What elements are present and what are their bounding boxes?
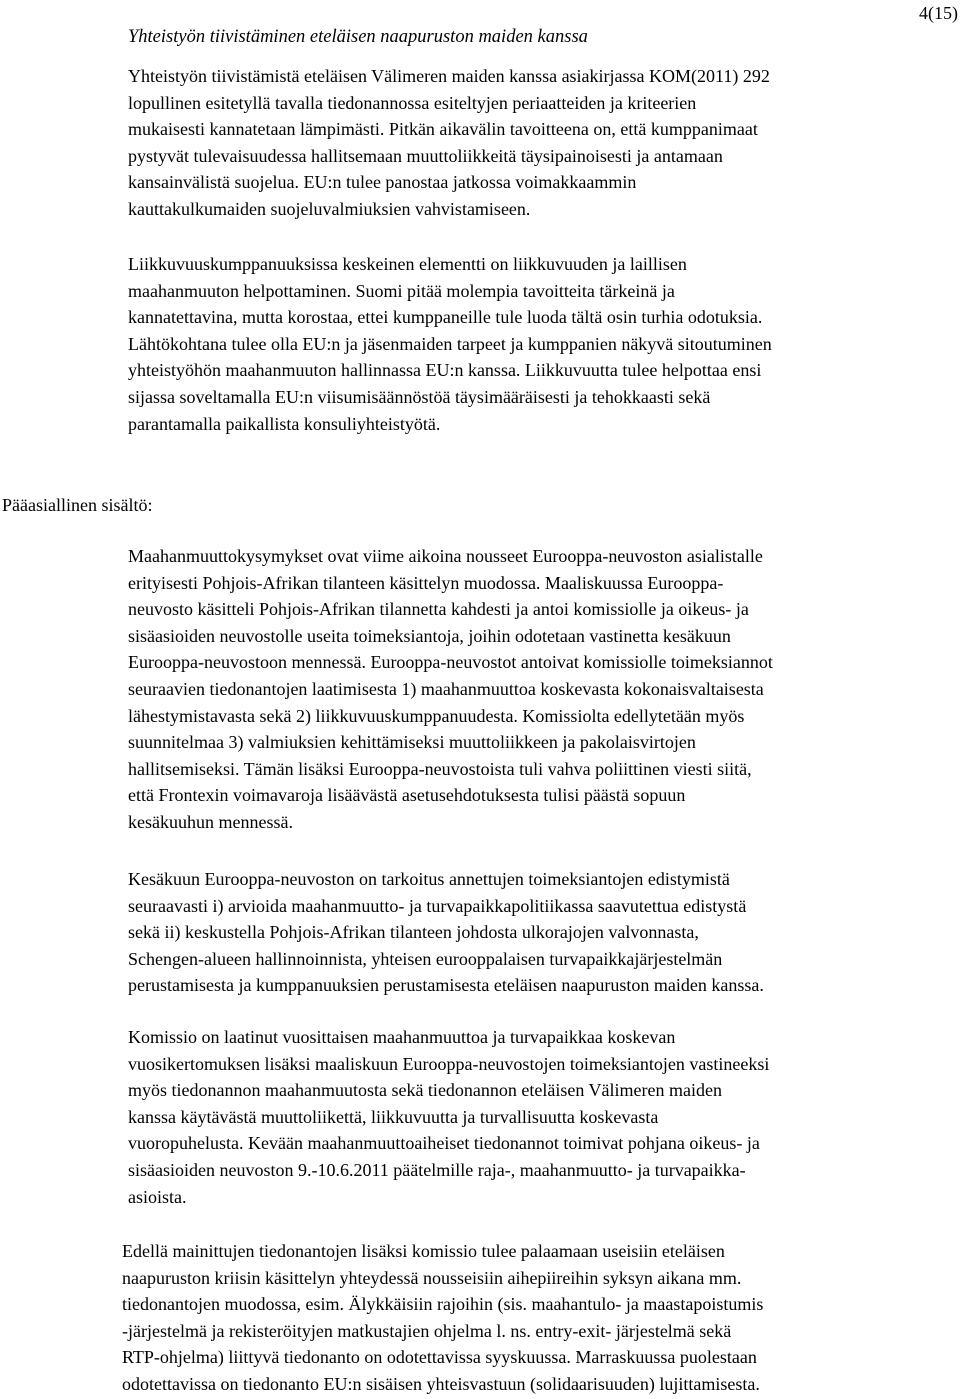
paragraph-line: maahanmuuton helpottaminen. Suomi pitää molempia tavoitteita tärkeinä ja bbox=[128, 280, 675, 301]
paragraph-line: mukaisesti kannatetaan lämpimästi. Pitkän aikavälin tavoitteena on, että kumppanimaat bbox=[128, 119, 758, 140]
paragraph-line: perustamisesta ja kumppanuuksien perustamisesta eteläisen naapuruston maiden kanssa. bbox=[128, 975, 764, 996]
section-heading: Yhteistyön tiivistäminen eteläisen naapuruston maiden kanssa bbox=[128, 27, 588, 47]
paragraph-line: vuosikertomuksen lisäksi maaliskuun Eurooppa-neuvostojen toimeksiantojen vastineeksi bbox=[128, 1053, 770, 1074]
paragraph-line: Komissio on laatinut vuosittaisen maahanmuuttoa ja turvapaikkaa koskevan bbox=[128, 1027, 676, 1047]
paragraph-1 bbox=[128, 63, 958, 223]
page-number: 4(15) bbox=[919, 3, 958, 23]
paragraph-line: tiedonantojen muodossa, esim. Älykkäisiin rajoihin (sis. maahantulo- ja maastapoistumis bbox=[122, 1294, 764, 1315]
paragraph-line: kannatettavina, mutta korostaa, ettei kumppaneille tule luoda tältä osin turhia odotuksia. bbox=[128, 307, 763, 328]
paragraph-6 bbox=[122, 1238, 952, 1398]
paragraph-line: kansainvälistä suojelua. EU:n tulee panostaa jatkossa voimakkaammin bbox=[128, 172, 637, 193]
paragraph-3 bbox=[128, 543, 958, 836]
paragraph-line: asioista. bbox=[128, 1186, 187, 1207]
paragraph-line: parantamalla paikallista konsuliyhteistyötä. bbox=[128, 413, 441, 434]
paragraph-line: seuraavasti i) arvioida maahanmuutto- ja turvapaikkapolitiikassa saavutettua edistystä bbox=[128, 895, 747, 916]
paragraph-line: Liikkuvuuskumppanuuksissa keskeinen elementti on liikkuvuuden ja laillisen bbox=[128, 254, 687, 274]
paragraph-line: -järjestelmä ja rekisteröityjen matkustajien ohjelma l. ns. entry-exit- järjestelmä sekä bbox=[122, 1320, 732, 1341]
main-content-label: Pääasiallinen sisältö: bbox=[2, 495, 153, 515]
paragraph-line: myös tiedonannon maahanmuutosta sekä tiedonannon eteläisen Välimeren maiden bbox=[128, 1080, 722, 1101]
paragraph-line: vuoropuhelusta. Kevään maahanmuuttoaiheiset tiedonannot toimivat pohjana oikeus- ja bbox=[128, 1133, 760, 1154]
paragraph-line: Schengen-alueen hallinnoinnista, yhteisen eurooppalaisen turvapaikkajärjestelmän bbox=[128, 948, 723, 969]
paragraph-line: Eurooppa-neuvostoon mennessä. Eurooppa-neuvostot antoivat komissiolle toimeksiannot bbox=[128, 652, 773, 673]
paragraph-line: Yhteistyön tiivistämistä eteläisen Välimeren maiden kanssa asiakirjassa KOM(2011) 292 bbox=[128, 66, 770, 86]
paragraph-line: kanssa käytävästä muuttoliikettä, liikkuvuutta ja turvallisuutta koskevasta bbox=[128, 1106, 659, 1127]
paragraph-line: seuraavien tiedonantojen laatimisesta 1) maahanmuuttoa koskevasta kokonaisvaltaisesta bbox=[128, 678, 764, 699]
paragraph-line: sisäasioiden neuvostolle useita toimeksiantoja, joihin odotetaan vastinetta kesäkuun bbox=[128, 625, 731, 646]
paragraph-line: suunnitelmaa 3) valmiuksien kehittämiseksi muuttoliikkeen ja pakolaisvirtojen bbox=[128, 732, 696, 753]
paragraph-line: erityisesti Pohjois-Afrikan tilanteen käsittelyn muodossa. Maaliskuussa Eurooppa- bbox=[128, 572, 724, 593]
paragraph-line: sijassa soveltamalla EU:n viisumisäännöstöä täysimääräisesti ja tehokkaasti sekä bbox=[128, 386, 711, 407]
paragraph-line: naapuruston kriisin käsittelyn yhteydessä nousseisiin aihepiireihin syksyn aikana mm. bbox=[122, 1267, 742, 1288]
paragraph-line: RTP-ohjelma) liittyvä tiedonanto on odotettavissa syyskuussa. Marraskuussa puolestaan bbox=[122, 1347, 757, 1368]
paragraph-line: että Frontexin voimavaroja lisäävästä asetusehdotuksesta tulisi päästä sopuun bbox=[128, 785, 686, 806]
paragraph-line: kauttakulkumaiden suojeluvalmiuksien vahvistamiseen. bbox=[128, 198, 531, 219]
paragraph-line: Edellä mainittujen tiedonantojen lisäksi komissio tulee palaamaan useisiin eteläisen bbox=[122, 1241, 725, 1261]
paragraph-line: Maahanmuuttokysymykset ovat viime aikoina nousseet Eurooppa-neuvoston asialistalle bbox=[128, 546, 763, 566]
paragraph-4 bbox=[128, 866, 958, 999]
paragraph-line: Lähtökohtana tulee olla EU:n ja jäsenmaiden tarpeet ja kumppanien näkyvä sitoutuminen bbox=[128, 333, 772, 354]
paragraph-5 bbox=[128, 1024, 958, 1210]
paragraph-line: sekä ii) keskustella Pohjois-Afrikan tilanteen johdosta ulkorajojen valvonnasta, bbox=[128, 922, 699, 943]
paragraph-line: odotettavissa on tiedonanto EU:n sisäisen yhteisvastuun (solidaarisuuden) lujittamisesta. bbox=[122, 1373, 760, 1394]
paragraph-2 bbox=[128, 251, 958, 437]
paragraph-line: neuvosto käsitteli Pohjois-Afrikan tilannetta kahdesti ja antoi komissiolle ja oikeus- ja bbox=[128, 599, 749, 620]
paragraph-line: hallitsemiseksi. Tämän lisäksi Eurooppa-neuvostoista tuli vahva poliittinen viesti siitä, bbox=[128, 758, 752, 779]
paragraph-line: lähestymistavasta sekä 2) liikkuvuuskumppanuudesta. Komissiolta edellytetään myös bbox=[128, 705, 745, 726]
paragraph-line: pystyvät tulevaisuudessa hallitsemaan muuttoliikkeitä täysipainoisesti ja antamaan bbox=[128, 145, 723, 166]
paragraph-line: sisäasioiden neuvoston 9.-10.6.2011 päätelmille raja-, maahanmuutto- ja turvapaikka- bbox=[128, 1159, 746, 1180]
paragraph-line: kesäkuuhun mennessä. bbox=[128, 811, 293, 832]
paragraph-line: yhteistyöhön maahanmuuton hallinnassa EU:n kanssa. Liikkuvuutta tulee helpottaa ensi bbox=[128, 360, 762, 381]
paragraph-line: Kesäkuun Eurooppa-neuvoston on tarkoitus annettujen toimeksiantojen edistymistä bbox=[128, 869, 730, 889]
paragraph-line: lopullinen esitetyllä tavalla tiedonannossa esiteltyjen periaatteiden ja kriteerien bbox=[128, 92, 697, 113]
